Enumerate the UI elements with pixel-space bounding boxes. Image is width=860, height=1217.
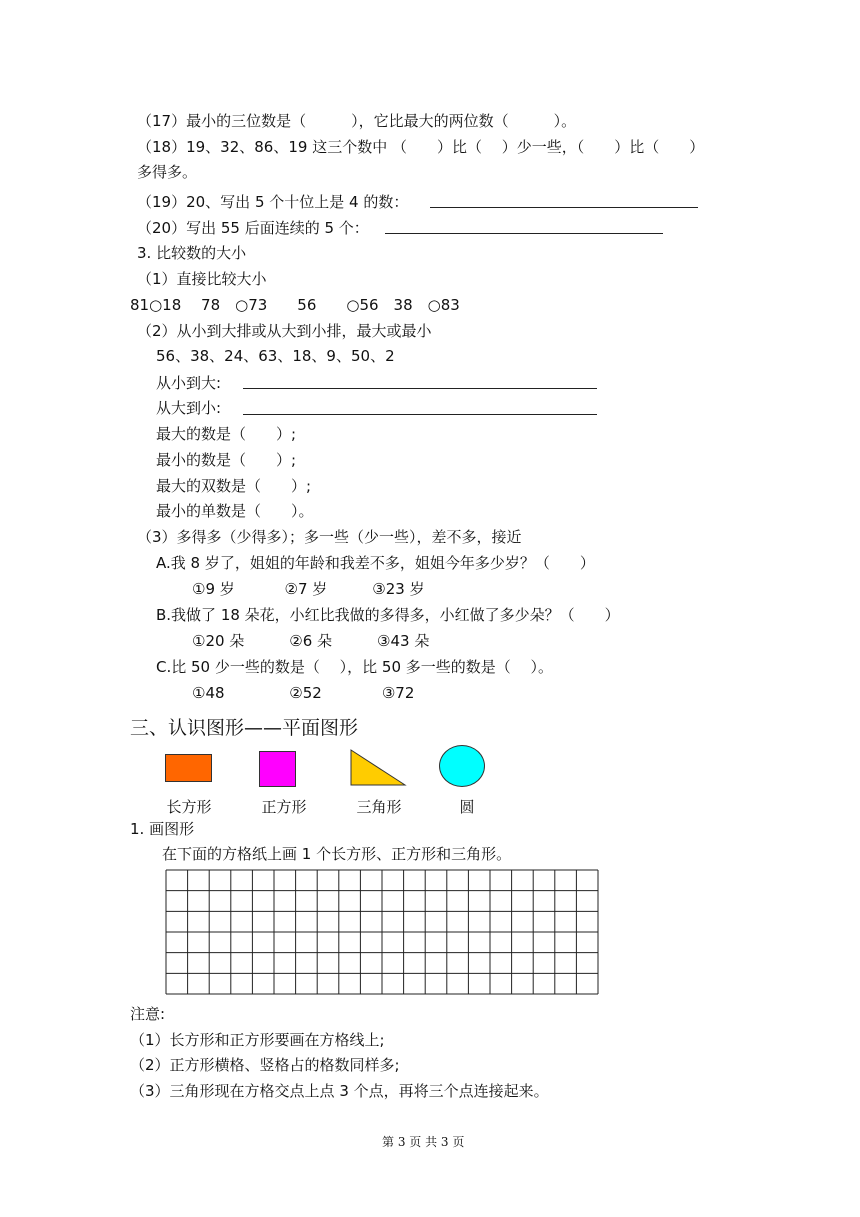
answer-line-20	[385, 233, 663, 234]
answer-line-ascending	[243, 388, 597, 389]
page-footer: 第 3 页 共 3 页	[382, 1135, 465, 1149]
text-line: A.我 8 岁了，姐姐的年龄和我差不多，姐姐今年多少岁？（ ）	[156, 554, 595, 572]
text-line: （1）直接比较大小	[137, 270, 267, 288]
text-line: 3. 比较数的大小	[137, 244, 247, 262]
text-line: 多得多。	[137, 163, 198, 181]
circle-shape	[439, 745, 485, 787]
text-line: （2）正方形横格、竖格占的格数同样多;	[130, 1056, 400, 1074]
text-line: 56、38、24、63、18、9、50、2	[156, 347, 395, 365]
section-heading: 三、认识图形——平面图形	[130, 717, 359, 739]
grid-paper	[165, 869, 599, 995]
triangle-label: 三角形	[356, 798, 402, 816]
rectangle-label: 长方形	[166, 798, 212, 816]
answer-line-descending	[243, 414, 597, 415]
triangle-shape	[350, 749, 408, 787]
text-line: （3）多得多（少得多）；多一些（少一些），差不多，接近	[137, 528, 522, 546]
text-line: 注意:	[130, 1005, 166, 1023]
text-line: 最大的双数是（ ）;	[156, 477, 312, 495]
text-line: C.比 50 少一些的数是（ ），比 50 多一些的数是（ ）。	[156, 658, 554, 676]
answer-line-19	[430, 207, 698, 208]
square-shape	[259, 751, 296, 787]
rectangle-shape	[165, 754, 212, 782]
text-line: （1）长方形和正方形要画在方格线上;	[130, 1031, 385, 1049]
circle-label: 圆	[459, 798, 475, 816]
text-line: ①9 岁 ②7 岁 ③23 岁	[192, 580, 425, 598]
text-line: （20）写出 55 后面连续的 5 个：	[137, 219, 369, 237]
text-line: （17）最小的三位数是（ ），它比最大的两位数（ ）。	[137, 112, 577, 130]
text-line: 在下面的方格纸上画 1 个长方形、正方形和三角形。	[162, 845, 512, 863]
text-line: （3）三角形现在方格交点上点 3 个点，再将三个点连接起来。	[130, 1082, 549, 1100]
text-line: 最小的单数是（ ）。	[156, 502, 314, 520]
text-line: B.我做了 18 朵花，小红比我做的多得多，小红做了多少朵？（ ）	[156, 606, 620, 624]
text-line: （18）19、32、86、19 这三个数中 （ ）比（ ）少一些，（ ）比（ ）	[137, 138, 705, 156]
text-line: ①48 ②52 ③72	[192, 684, 415, 702]
text-line: 从大到小:	[156, 399, 222, 417]
text-line: （19）20、写出 5 个十位上是 4 的数：	[137, 193, 409, 211]
text-line: 从小到大:	[156, 374, 222, 392]
text-line: 最小的数是（ ）;	[156, 451, 297, 469]
square-label: 正方形	[261, 798, 307, 816]
text-line: 81○18 78 ○73 56 ○56 38 ○83	[130, 296, 460, 314]
text-line: （2）从小到大排或从大到小排，最大或最小	[137, 322, 432, 340]
text-line: 1. 画图形	[130, 820, 195, 838]
text-line: ①20 朵 ②6 朵 ③43 朵	[192, 632, 430, 650]
text-line: 最大的数是（ ）;	[156, 425, 297, 443]
